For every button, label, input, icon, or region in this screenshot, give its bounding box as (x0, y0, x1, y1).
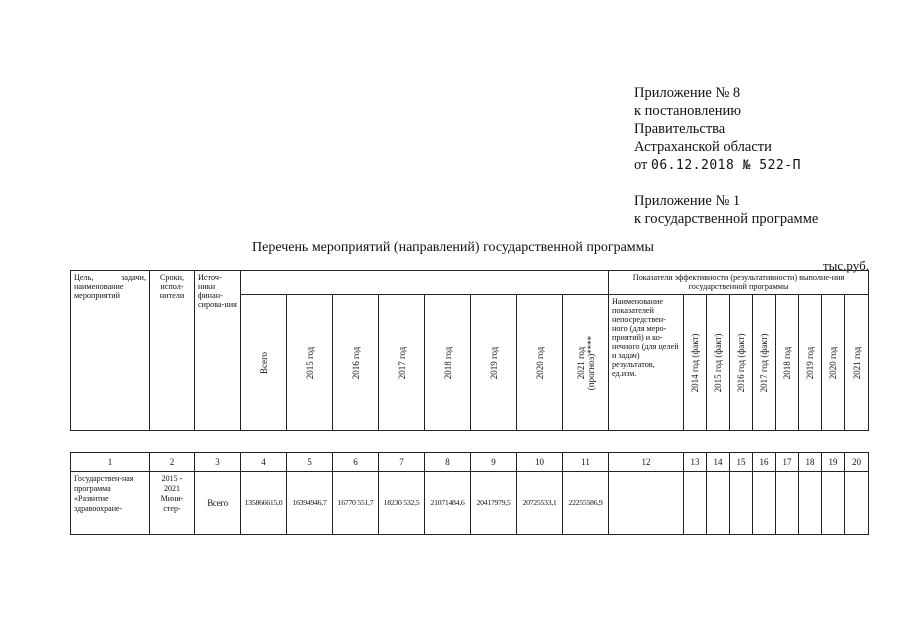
row-value: 20725533,1 (517, 472, 563, 535)
row-value: 22255586,9 (563, 472, 609, 535)
units-label: тыс.руб. (823, 258, 869, 273)
row-value: 16394946,7 (287, 472, 333, 535)
header-finance-col: 2018 год (425, 295, 471, 431)
row-empty-cell (822, 472, 845, 535)
column-number: 2 (150, 453, 195, 472)
row-empty-cell (609, 472, 684, 535)
header-finance-group (241, 271, 609, 295)
header-year-col: 2019 год (799, 295, 822, 431)
header-year-col: 2020 год (822, 295, 845, 431)
row-terms: 2015 - 2021 Мини-стер- (150, 472, 195, 535)
header-finance-col: 2017 год (379, 295, 425, 431)
row-empty-cell (799, 472, 822, 535)
column-number: 20 (845, 453, 869, 472)
column-number: 6 (333, 453, 379, 472)
header-finance-col: 2021 год (прогноз)**** (563, 295, 609, 431)
column-number: 17 (776, 453, 799, 472)
column-number: 12 (609, 453, 684, 472)
row-value: 18230 532,5 (379, 472, 425, 535)
row-empty-cell (707, 472, 730, 535)
row-goal: Государствен-ная программа «Развитие здравоохране- (71, 472, 150, 535)
column-number: 7 (379, 453, 425, 472)
appendix-date-value: 06.12.2018 № 522-П (651, 158, 801, 173)
header-year-col: 2016 год (факт) (730, 295, 753, 431)
appendix-line: к постановлению (634, 103, 742, 119)
row-empty-cell (730, 472, 753, 535)
appendix-line: к государственной программе (634, 211, 819, 227)
table-row (71, 472, 869, 535)
header-finance-col: 2020 год (517, 295, 563, 431)
header-finance-col: 2016 год (333, 295, 379, 431)
row-source: Всего (195, 472, 241, 535)
row-value: 21071484,6 (425, 472, 471, 535)
header-finance-col: Всего (241, 295, 287, 431)
row-empty-cell (845, 472, 869, 535)
column-number: 9 (471, 453, 517, 472)
header-year-col: 2015 год (факт) (707, 295, 730, 431)
appendix-block (634, 84, 818, 228)
column-number: 15 (730, 453, 753, 472)
appendix-date-prefix: от (634, 157, 648, 173)
column-number: 14 (707, 453, 730, 472)
column-number: 11 (563, 453, 609, 472)
document-title: Перечень мероприятий (направлений) государственной программы (252, 240, 654, 255)
header-finance-col: 2015 год (287, 295, 333, 431)
body-table (70, 452, 869, 535)
column-number: 10 (517, 453, 563, 472)
column-number: 4 (241, 453, 287, 472)
appendix-date (634, 156, 818, 175)
header-table (70, 270, 869, 431)
header-terms: Сроки, испол-нители (150, 271, 195, 431)
row-empty-cell (684, 472, 707, 535)
column-number: 3 (195, 453, 241, 472)
appendix-line: Правительства (634, 121, 726, 137)
header-year-col: 2021 год (845, 295, 869, 431)
appendix-line: Астраханской области (634, 139, 772, 155)
column-number: 1 (71, 453, 150, 472)
row-value: 16770 551,7 (333, 472, 379, 535)
header-year-col: 2017 год (факт) (753, 295, 776, 431)
header-year-col: 2014 год (факт) (684, 295, 707, 431)
header-finance-col: 2019 год (471, 295, 517, 431)
appendix-line: Приложение № 8 (634, 85, 741, 101)
column-number: 8 (425, 453, 471, 472)
row-value: 20417979,5 (471, 472, 517, 535)
column-number: 13 (684, 453, 707, 472)
column-number: 5 (287, 453, 333, 472)
header-goal: Цель, задачи, наименование мероприятий (71, 271, 150, 431)
header-indicators-group: Показатели эффективности (результативности) выполне-ния государственной программы (609, 271, 869, 295)
column-numbers-row (71, 453, 869, 472)
row-value: 135866615,0 (241, 472, 287, 535)
column-number: 18 (799, 453, 822, 472)
header-sources: Источ-ники финан-сирова-ния (195, 271, 241, 431)
row-empty-cell (753, 472, 776, 535)
header-year-col: 2018 год (776, 295, 799, 431)
column-number: 19 (822, 453, 845, 472)
row-empty-cell (776, 472, 799, 535)
header-indicator-name: Наименование показателей непосредствен-ного (для меро-приятий) и ко-нечного (для целей и задач) результатов, ед.изм. (609, 295, 684, 431)
column-number: 16 (753, 453, 776, 472)
appendix-line: Приложение № 1 (634, 193, 741, 209)
